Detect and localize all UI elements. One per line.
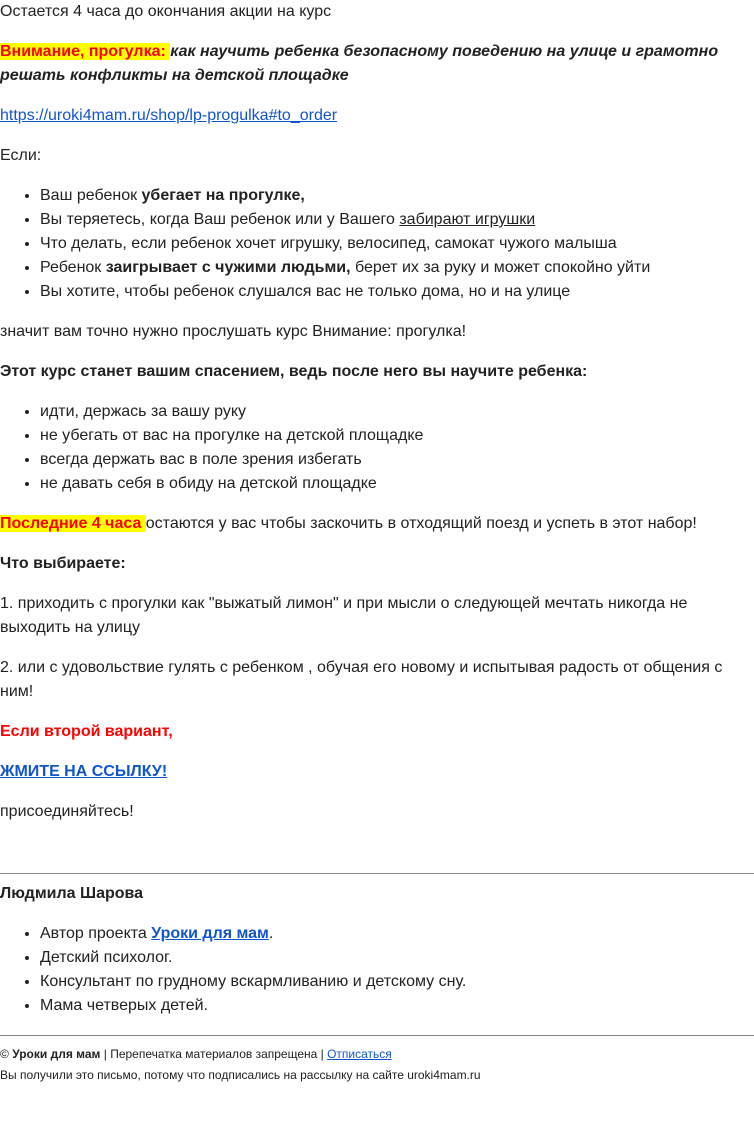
footer-line: © Уроки для мам | Перепечатка материалов запрещена | Отписаться [0,1047,392,1061]
list-item: • не убегать от вас на прогулке на детской площадке [40,424,754,448]
headline-highlight: Внимание, прогулка: [0,43,171,60]
list-item: • Детский психолог. [40,946,754,970]
list-item: • Автор проекта Уроки для мам. [40,922,754,946]
timer-line: Остается 4 часа до окончания акции на курс [0,3,332,20]
footer-brand: Уроки для мам [12,1047,101,1061]
option-1: 1. приходить с прогулки как "выжатый лимон" и при мысли о следующей мечтать никогда не выходить на улицу [0,595,688,636]
last-hours-highlight: Последние 4 часа [0,515,146,532]
list-item: • всегда держать вас в поле зрения избегать [40,448,754,472]
course-link-paragraph [0,104,754,128]
list-item: • Вы хотите, чтобы ребенок слушался вас не только дома, но и на улице [40,280,754,304]
footer-reason: Вы получили это письмо, потому что подписались на рассылку на сайте uroki4mam.ru [0,1068,481,1082]
option-2: 2. или с удовольствие гулять с ребенком , обучая его новому и испытывая радость от общения с ним! [0,659,723,700]
cta-paragraph [0,760,754,784]
underlined-phrase: забирают игрушки [399,211,536,228]
if-label: Если: [0,147,42,164]
conclusion-text: значит вам точно нужно прослушать курс Внимание: прогулка! [0,323,467,340]
list-item: • Вы теряетесь, когда Ваш ребенок или у Вашего забирают игрушки [40,208,754,232]
list-item: • Ребенок заигрывает с чужими людьми, берет их за руку и может спокойно уйти [40,256,754,280]
project-link[interactable]: Уроки для мам [151,925,269,942]
list-item: • Что делать, если ребенок хочет игрушку, велосипед, самокат чужого малыша [40,232,754,256]
choose-heading: Что выбираете: [0,555,126,572]
headline [0,40,754,88]
list-item: • не давать себя в обиду на детской площадке [40,472,754,496]
footer [0,1044,754,1086]
last-hours [0,512,754,536]
signature-list [0,922,754,1018]
if-list [0,184,754,304]
list-item: • Ваш ребенок убегает на прогулке, [40,184,754,208]
headline-text: как научить ребенка безопасному поведению на улице и грамотно решать конфликты на детской площадке [0,43,719,84]
list-item: • Консультант по грудному вскармливанию и детскому сну. [40,970,754,994]
last-hours-text: остаются у вас чтобы заскочить в отходящий поезд и успеть в этот набор! [145,515,697,532]
cta-link[interactable]: ЖМИТЕ НА ССЫЛКУ! [0,763,168,780]
list-item: • идти, держась за вашу руку [40,400,754,424]
list-item: • Мама четверых детей. [40,994,754,1018]
course-link[interactable]: https://uroki4mam.ru/shop/lp-progulka#to_order [0,107,338,124]
course-heading: Этот курс станет вашим спасением, ведь после него вы научите ребенка: [0,363,588,380]
course-list [0,400,754,496]
join-text: присоединяйтесь! [0,803,134,820]
unsubscribe-link[interactable]: Отписаться [327,1047,392,1061]
signature-name: Людмила Шарова [0,885,144,902]
second-variant: Если второй вариант, [0,723,173,740]
